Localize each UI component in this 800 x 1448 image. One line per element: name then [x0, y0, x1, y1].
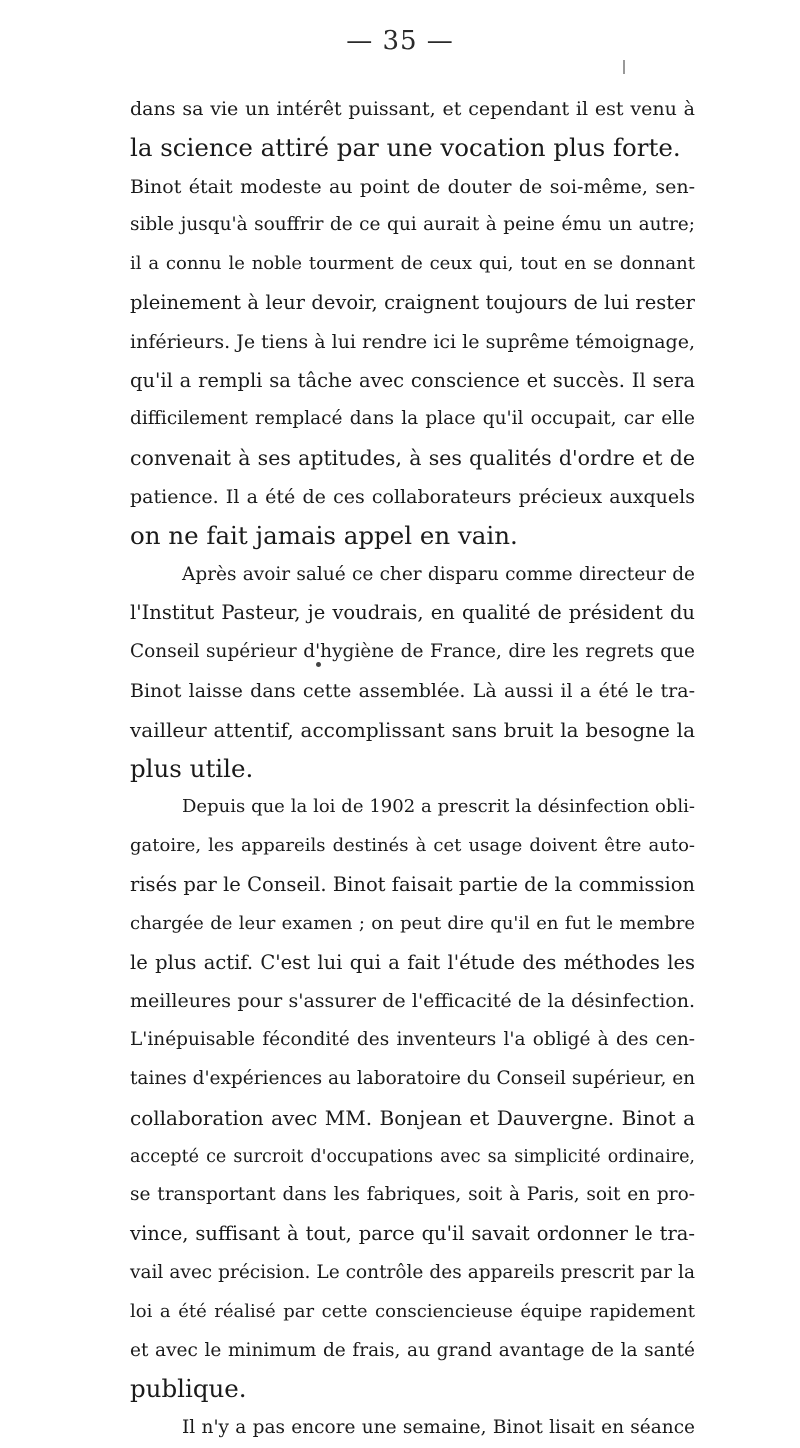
- text-line: patience. Il a été de ces collaborateurs précieux auxquels: [130, 485, 695, 508]
- text-line: vailleur attentif, accomplissant sans bruit la besogne la: [130, 717, 695, 742]
- text-line: pleinement à leur devoir, craignent toujours de lui rester: [130, 290, 695, 314]
- text-line: on ne fait jamais appel en vain.: [130, 520, 518, 550]
- text-line: sible jusqu'à souffrir de ce qui aurait à peine ému un autre;: [130, 214, 695, 236]
- text-line: inférieurs. Je tiens à lui rendre ici le suprême témoignage,: [130, 330, 695, 353]
- print-speck: [316, 662, 321, 667]
- text-line: publique.: [130, 1374, 247, 1404]
- text-line: la science attiré par une vocation plus forte.: [130, 132, 681, 162]
- text-line: collaboration avec MM. Bonjean et Dauvergne. Binot a: [130, 1105, 695, 1130]
- text-line: il a connu le noble tourment de ceux qui, tout en se donnant: [130, 253, 695, 275]
- margin-mark: [623, 60, 625, 74]
- text-line: Il n'y a pas encore une semaine, Binot lisait en séance: [182, 1417, 695, 1439]
- text-line: Conseil supérieur d'hygiène de France, dire les regrets que: [130, 641, 695, 663]
- text-line: dans sa vie un intérêt puissant, et cependant il est venu à: [130, 98, 695, 120]
- text-line: vince, suffisant à tout, parce qu'il savait ordonner le tra-: [130, 1222, 695, 1246]
- text-line: vail avec précision. Le contrôle des appareils prescrit par la: [130, 1261, 695, 1283]
- page-number: — 35 —: [346, 26, 454, 56]
- text-line: meilleures pour s'assurer de l'efficacité de la désinfection.: [130, 990, 695, 1013]
- text-line: loi a été réalisé par cette consciencieuse équipe rapidement: [130, 1300, 695, 1322]
- text-line: gatoire, les appareils destinés à cet usage doivent être auto-: [130, 835, 695, 857]
- text-line: risés par le Conseil. Binot faisait partie de la commission: [130, 872, 695, 896]
- text-line: taines d'expériences au laboratoire du Conseil supérieur, en: [130, 1067, 696, 1089]
- text-line: qu'il a rempli sa tâche avec conscience et succès. Il sera: [130, 368, 695, 392]
- text-line: convenait à ses aptitudes, à ses qualités d'ordre et de: [130, 446, 695, 471]
- text-line: plus utile.: [130, 753, 254, 783]
- text-line: Binot était modeste au point de douter de soi-même, sen-: [130, 175, 695, 198]
- text-line: accepté ce surcroit d'occupations avec sa simplicité ordinaire,: [130, 1146, 695, 1167]
- text-line: Depuis que la loi de 1902 a prescrit la désinfection obli-: [182, 796, 695, 818]
- text-line: l'Institut Pasteur, je voudrais, en qualité de président du: [130, 601, 695, 625]
- text-line: difficilement remplacé dans la place qu'il occupait, car elle: [130, 408, 695, 430]
- text-line: L'inépuisable fécondité des inventeurs l'a obligé à des cen-: [130, 1029, 695, 1051]
- text-line: et avec le minimum de frais, au grand avantage de la santé: [130, 1339, 695, 1361]
- text-line: le plus actif. C'est lui qui a fait l'étude des méthodes les: [130, 950, 695, 974]
- text-line: Après avoir salué ce cher disparu comme directeur de: [182, 563, 695, 585]
- body-text: [130, 90, 695, 1448]
- text-line: se transportant dans les fabriques, soit à Paris, soit en pro-: [130, 1184, 695, 1206]
- text-line: chargée de leur examen ; on peut dire qu'il en fut le membre: [130, 912, 695, 934]
- text-line: Binot laisse dans cette assemblée. Là aussi il a été le tra-: [130, 679, 695, 702]
